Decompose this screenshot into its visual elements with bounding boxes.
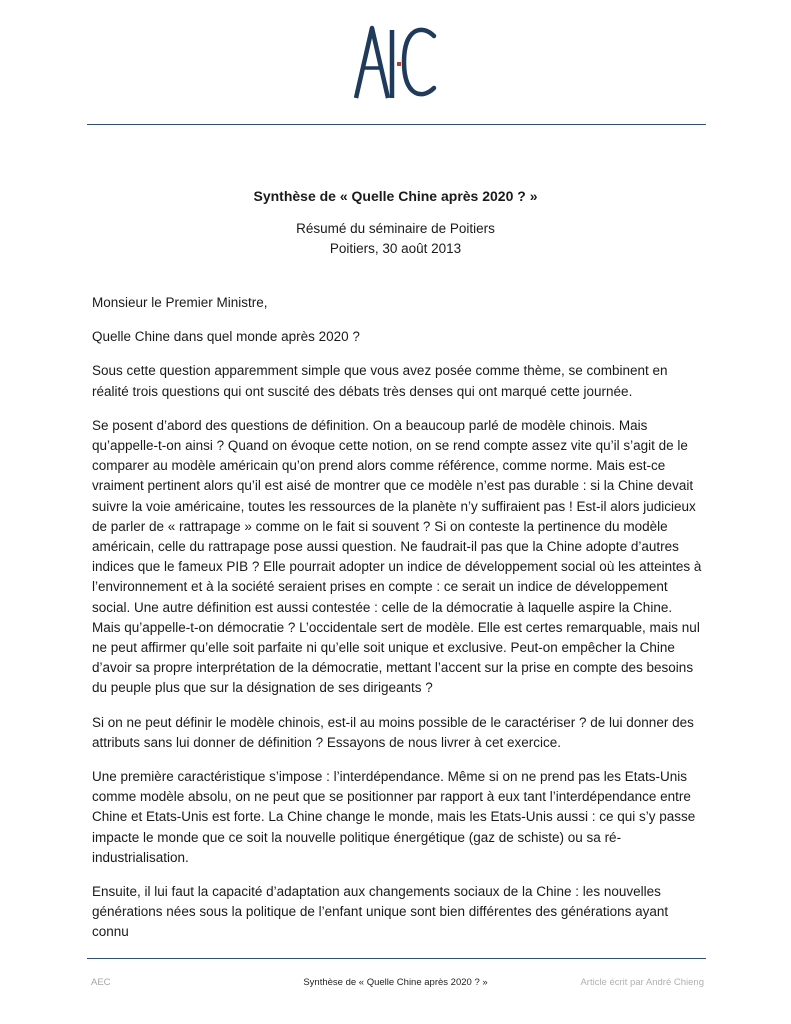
body-paragraph: Une première caractéristique s’impose : l’interdépendance. Même si on ne prend pas les Etats-Unis comme modèle absolu, on ne peut que se positionner par rapport à eux tant l’interdépendance entre Chine et Etats-Unis est forte. La Chine change le monde, mais les Etats-Unis aussi : ce qui s’y passe impacte le monde que ce soit la nouvelle politique énergétique (gaz de schiste) ou sa ré-industrialisation.	[92, 769, 696, 865]
body-paragraph: Si on ne peut définir le modèle chinois, est-il au moins possible de le caractériser ? de lui donner des attributs sans lui donner de définition ? Essayons de nous livrer à cet exercice.	[92, 714, 694, 750]
body-paragraph: Sous cette question apparemment simple que vous avez posée comme thème, se combinent en réalité trois questions qui ont suscité des débats très denses qui ont marqué cette journée.	[92, 363, 668, 399]
aec-logo	[352, 22, 438, 102]
header-divider	[87, 124, 706, 125]
salutation: Monsieur le Premier Ministre,	[92, 295, 268, 310]
body-paragraph: Se posent d’abord des questions de définition. On a beaucoup parlé de modèle chinois. Mais qu’appelle-t-on ainsi ? Quand on évoque cette notion, on se rend compte assez vite qu’il s’agit de le comparer au modèle américain qu’on prend alors comme référence, comme norme. Mais est-ce vraiment pertinent alors qu’il est aisé de montrer que ce modèle n’est pas durable : si la Chine devait suivre la voie américaine, toutes les ressources de la planète n’y suffiraient pas ! Est-il alors judicieux de parler de « rattrapage » comme on le fait si souvent ? Si on conteste la pertinence du modèle américain, celle du rattrapage pose aussi question. Ne faudrait-il pas que la Chine adopte d’autres indices que le fameux PIB ? Elle pourrait adopter un indice de développement social où les atteintes à l’environnement et à la société seraient prises en compte : ce serait un indice de développement social. Une autre définition est aussi contestée : celle de la démocratie à laquelle aspire la Chine. Mais qu’appelle-t-on démocratie ? L’occidentale sert de modèle. Elle est certes remarquable, mais nul ne peut affirmer qu’elle soit parfaite ni qu’elle soit unique et exclusive. Peut-on empêcher la Chine d’avoir sa propre interprétation de la démocratie, mettant l’accent sur la prise en compte des besoins du peuple plus que sur la désignation de ses dirigeants ?	[92, 417, 702, 696]
footer-divider	[87, 958, 706, 959]
document-body	[92, 293, 704, 957]
footer-left: AEC	[91, 977, 111, 988]
footer-author: Article écrit par André Chieng	[580, 977, 704, 988]
aec-logo-mark	[352, 22, 438, 102]
footer-title: Synthèse de « Quelle Chine après 2020 ? »	[303, 977, 488, 988]
document-title: Synthèse de « Quelle Chine après 2020 ? »	[253, 188, 538, 204]
document-subtitle: Résumé du séminaire de Poitiers	[296, 221, 495, 236]
body-paragraph: Ensuite, il lui faut la capacité d’adaptation aux changements sociaux de la Chine : les nouvelles générations nées sous la politique de l’enfant unique sont bien différentes des générations ayant connu	[92, 884, 669, 940]
document-location-date: Poitiers, 30 août 2013	[329, 241, 462, 256]
body-paragraph: Quelle Chine dans quel monde après 2020 ?	[92, 329, 360, 345]
